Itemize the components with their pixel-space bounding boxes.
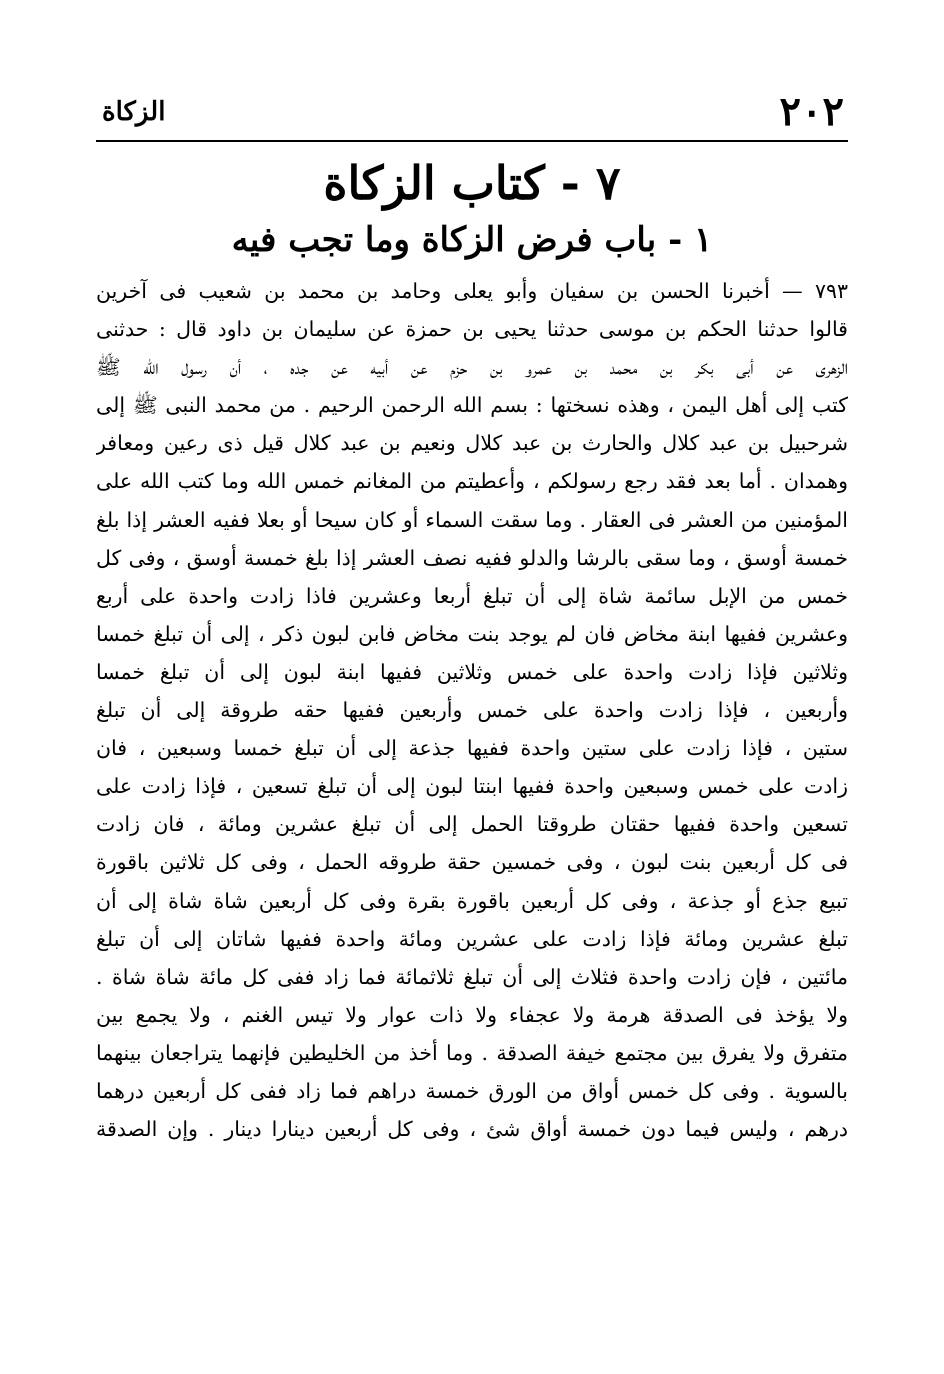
text-line: وهمدان . أما بعد فقد رجع رسولكم ، وأعطيتم من المغانم خمس الله وما كتب الله على bbox=[96, 469, 848, 494]
text-line: ٧٩٣ — أخبرنا الحسن بن سفيان وأبو يعلى وحامد بن محمد بن شعيب فى آخرين bbox=[96, 279, 848, 303]
running-head: الزكاة bbox=[102, 97, 166, 127]
hadith-text bbox=[96, 272, 848, 1148]
text-line: مائتين ، فإن زادت واحدة فثلاث إلى أن تبلغ ثلاثمائة فما زاد ففى كل مائة شاة شاة . bbox=[96, 964, 848, 989]
text-line: خمسة أوسق ، وما سقى بالرشا والدلو ففيه نصف العشر إذا بلغ خمسة أوسق ، وفى كل bbox=[96, 545, 848, 570]
text-line: بالسوية . وفى كل خمس أواق من الورق خمسة دراهم فما زاد ففى كل أربعين درهما bbox=[96, 1078, 848, 1103]
text-line: متفرق ولا يفرق بين مجتمع خيفة الصدقة . وما أخذ من الخليطين فإنهما يتراجعان بينهما bbox=[96, 1040, 848, 1065]
text-line: درهم ، وليس فيما دون خمسة أواق شئ ، وفى كل أربعين دينارا دينار . وإن الصدقة bbox=[96, 1117, 848, 1142]
text-line: تبلغ عشرين ومائة فإذا زادت على عشرين ومائة واحدة ففيها شاتان إلى أن تبلغ bbox=[96, 926, 848, 951]
text-line: قالوا حدثنا الحكم بن موسى حدثنا يحيى بن حمزة عن سليمان بن داود قال : حدثنى bbox=[96, 317, 848, 342]
text-line: الزهرى عن أبى بكر بن محمد بن عمرو بن حزم عن أبيه عن جده ، أن رسول الله ﷺ bbox=[96, 355, 848, 380]
page-number: ٢٠٢ bbox=[779, 88, 844, 135]
text-line: ولا يؤخذ فى الصدقة هرمة ولا عجفاء ولا ذات عوار ولا تيس الغنم ، ولا يجمع بين bbox=[96, 1002, 848, 1027]
text-line: وأربعين ، فإذا زادت واحدة على خمس وأربعين ففيها حقه طروقة إلى أن تبلغ bbox=[96, 698, 848, 723]
text-line: وعشرين ففيها ابنة مخاض فان لم يوجد بنت مخاض فابن لبون ذكر ، إلى أن تبلغ خمسا bbox=[96, 621, 848, 646]
page-header bbox=[96, 88, 848, 136]
header-rule bbox=[96, 140, 848, 142]
text-line: فى كل أربعين بنت لبون ، وفى خمسين حقة طروقه الحمل ، وفى كل ثلاثين باقورة bbox=[96, 850, 848, 875]
text-line: تبيع جذع أو جذعة ، وفى كل أربعين باقورة بقرة وفى كل أربعين شاة شاة إلى أن bbox=[96, 888, 848, 913]
text-line: شرحبيل بن عبد كلال والحارث بن عبد كلال ونعيم بن عبد كلال قيل ذى رعين ومعافر bbox=[96, 431, 848, 456]
text-line: تسعين واحدة ففيها حقتان طروقتا الحمل إلى أن تبلغ عشرين ومائة ، فان زادت bbox=[96, 812, 848, 837]
text-line: زادت على خمس وسبعين واحدة ففيها ابنتا لبون إلى أن تبلغ تسعين ، فإذا زادت على bbox=[96, 774, 848, 799]
text-line: خمس من الإبل سائمة شاة إلى أن تبلغ أربعا وعشرين فاذا زادت واحدة على أربع bbox=[96, 583, 848, 608]
text-line: وثلاثين فإذا زادت واحدة على خمس وثلاثين ففيها ابنة لبون إلى أن تبلغ خمسا bbox=[96, 659, 848, 684]
text-line: المؤمنين من العشر فى العقار . وما سقت السماء أو كان سيحا أو بعلا ففيه العشر إذا بلغ bbox=[96, 507, 848, 532]
book-title: ٧ - كتاب الزكاة bbox=[323, 156, 621, 210]
text-line: ستين ، فإذا زادت على ستين واحدة ففيها جذعة إلى أن تبلغ خمسا وسبعين ، فان bbox=[96, 736, 848, 761]
chapter-title: ١ - باب فرض الزكاة وما تجب فيه bbox=[231, 220, 713, 260]
text-line: كتب إلى أهل اليمن ، وهذه نسختها : بسم الله الرحمن الرحيم . من محمد النبى ﷺ إلى bbox=[96, 393, 848, 418]
